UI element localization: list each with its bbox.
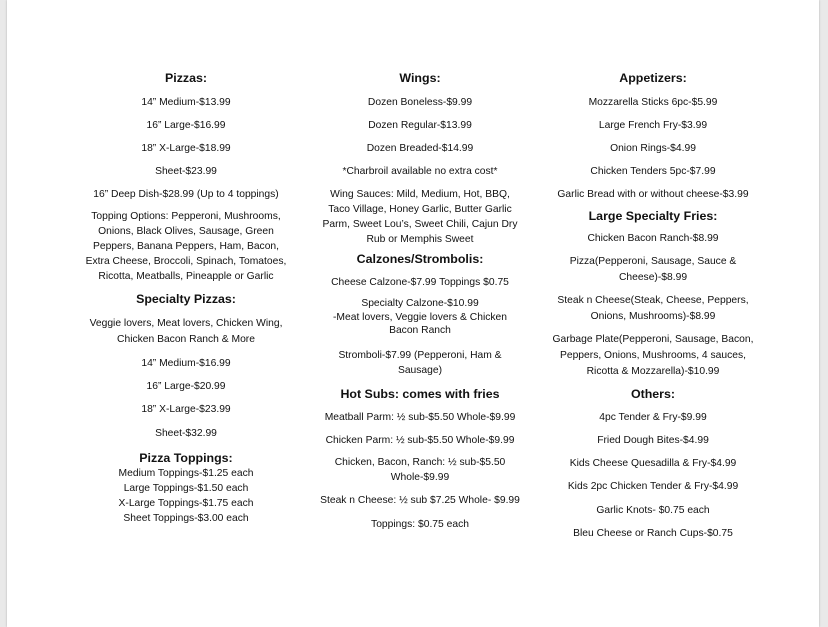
pizzas-heading: Pizzas: — [164, 71, 207, 85]
cheese-calzone-item: Cheese Calzone-$7.99 Toppings $0.75 — [331, 277, 509, 288]
specialty-size-item: 14” Medium-$16.99 — [141, 358, 231, 369]
topping-options-line: Peppers, Banana Peppers, Ham, Bacon, — [92, 241, 280, 252]
stromboli-line: Stromboli-$7.99 (Pepperoni, Ham & — [338, 350, 502, 361]
topping-options-line: Onions, Black Olives, Sausage, Green — [98, 226, 274, 237]
others-item: Fried Dough Bites-$4.99 — [597, 435, 709, 446]
wing-sauces — [311, 187, 529, 247]
appetizer-item: Chicken Tenders 5pc-$7.99 — [590, 166, 716, 177]
column-wings — [311, 70, 529, 532]
wings-item: Dozen Regular-$13.99 — [368, 120, 472, 131]
specialty-calzone — [311, 297, 529, 338]
column-appetizers — [549, 70, 757, 541]
wing-sauces-line: Parm, Sweet Lou’s, Sweet Chili, Cajun Dry — [322, 219, 518, 230]
others-item: Kids Cheese Quesadilla & Fry-$4.99 — [569, 458, 737, 469]
menu-page — [7, 0, 819, 627]
pizza-size-item: 16” Deep Dish-$28.99 (Up to 4 toppings) — [93, 189, 279, 200]
pizza-size-item: Sheet-$23.99 — [155, 166, 217, 177]
pizza-size-item: 14” Medium-$13.99 — [141, 97, 231, 108]
sub-item-cbr — [311, 455, 529, 485]
pizza-toppings-heading: Pizza Toppings: — [139, 451, 233, 465]
specialty-fries-heading: Large Specialty Fries: — [588, 209, 718, 223]
topping-price-item: Sheet Toppings-$3.00 each — [123, 513, 249, 524]
others-heading: Others: — [630, 387, 676, 401]
column-pizzas — [79, 70, 293, 526]
topping-options-line: Extra Cheese, Broccoli, Spinach, Tomatoes, — [85, 256, 287, 267]
calzones-heading: Calzones/Strombolis: — [356, 252, 484, 266]
fries-item-line: Onions, Mushrooms)-$8.99 — [590, 311, 716, 322]
wing-sauces-line: Wing Sauces: Mild, Medium, Hot, BBQ, — [330, 189, 510, 200]
specialty-calzone-line: -Meat lovers, Veggie lovers & Chicken — [333, 311, 507, 323]
specialty-size-item: Sheet-$32.99 — [155, 428, 217, 439]
sub-item-line: Chicken, Bacon, Ranch: ½ sub-$5.50 — [334, 457, 506, 468]
appetizer-item: Onion Rings-$4.99 — [610, 143, 696, 154]
appetizer-item: Mozzarella Sticks 6pc-$5.99 — [588, 97, 718, 108]
sub-item: Chicken Parm: ½ sub-$5.50 Whole-$9.99 — [325, 435, 515, 446]
specialty-size-item: 16” Large-$20.99 — [146, 381, 226, 392]
specialty-line: Chicken Bacon Ranch & More — [117, 334, 255, 345]
stromboli — [311, 348, 529, 378]
specialty-calzone-line: Specialty Calzone-$10.99 — [361, 298, 479, 309]
sub-item: Steak n Cheese: ½ sub $7.25 Whole- $9.99 — [320, 495, 520, 506]
wing-sauces-line: Taco Village, Honey Garlic, Butter Garlic — [328, 204, 512, 215]
topping-price-item: X-Large Toppings-$1.75 each — [118, 498, 254, 509]
appetizer-item: Garlic Bread with or without cheese-$3.99 — [557, 189, 749, 200]
fries-item: Chicken Bacon Ranch-$8.99 — [587, 233, 719, 244]
others-item: Kids 2pc Chicken Tender & Fry-$4.99 — [567, 481, 739, 492]
fries-item-steak — [549, 293, 757, 325]
stromboli-line: Sausage) — [397, 365, 443, 376]
specialty-size-item: 18” X-Large-$23.99 — [141, 404, 231, 415]
sub-toppings-item: Toppings: $0.75 each — [371, 519, 469, 530]
topping-options-line: Topping Options: Pepperoni, Mushrooms, — [91, 211, 281, 222]
sub-item-line: Whole-$9.99 — [390, 472, 450, 483]
fries-item-line: Pizza(Pepperoni, Sausage, Sauce & — [569, 256, 737, 267]
wings-item: Dozen Boneless-$9.99 — [367, 97, 473, 108]
topping-options — [79, 209, 293, 284]
wings-heading: Wings: — [399, 71, 441, 85]
specialty-pizzas-heading: Specialty Pizzas: — [136, 292, 236, 306]
fries-item-line: Cheese)-$8.99 — [618, 272, 688, 283]
specialty-calzone-line: Bacon Ranch — [389, 325, 451, 336]
topping-options-line: Ricotta, Meatballs, Pineapple or Garlic — [98, 271, 274, 282]
topping-price-item: Large Toppings-$1.50 each — [123, 483, 249, 494]
specialty-varieties — [79, 316, 293, 348]
fries-item-garbage — [549, 332, 757, 380]
pizza-size-item: 16” Large-$16.99 — [146, 120, 226, 131]
sub-item: Meatball Parm: ½ sub-$5.50 Whole-$9.99 — [324, 412, 516, 423]
others-item: 4pc Tender & Fry-$9.99 — [599, 412, 707, 423]
others-item: Bleu Cheese or Ranch Cups-$0.75 — [573, 528, 733, 539]
charbroil-note: *Charbroil available no extra cost* — [342, 166, 498, 177]
fries-item-line: Ricotta & Mozzarella)-$10.99 — [586, 366, 720, 377]
fries-item-line: Garbage Plate(Pepperoni, Sausage, Bacon, — [552, 334, 754, 345]
topping-price-item: Medium Toppings-$1.25 each — [118, 468, 254, 479]
appetizer-item: Large French Fry-$3.99 — [598, 120, 708, 131]
fries-item-line: Peppers, Onions, Mushrooms, 4 sauces, — [559, 350, 746, 361]
hot-subs-heading: Hot Subs: comes with fries — [340, 387, 500, 401]
pizza-size-item: 18” X-Large-$18.99 — [141, 143, 231, 154]
appetizers-heading: Appetizers: — [619, 71, 687, 85]
wing-sauces-line: Rub or Memphis Sweet — [366, 234, 474, 245]
specialty-line: Veggie lovers, Meat lovers, Chicken Wing, — [89, 318, 283, 329]
fries-item-pizza — [549, 254, 757, 286]
fries-item-line: Steak n Cheese(Steak, Cheese, Peppers, — [557, 295, 749, 306]
wings-item: Dozen Breaded-$14.99 — [366, 143, 474, 154]
others-item: Garlic Knots- $0.75 each — [596, 505, 710, 516]
